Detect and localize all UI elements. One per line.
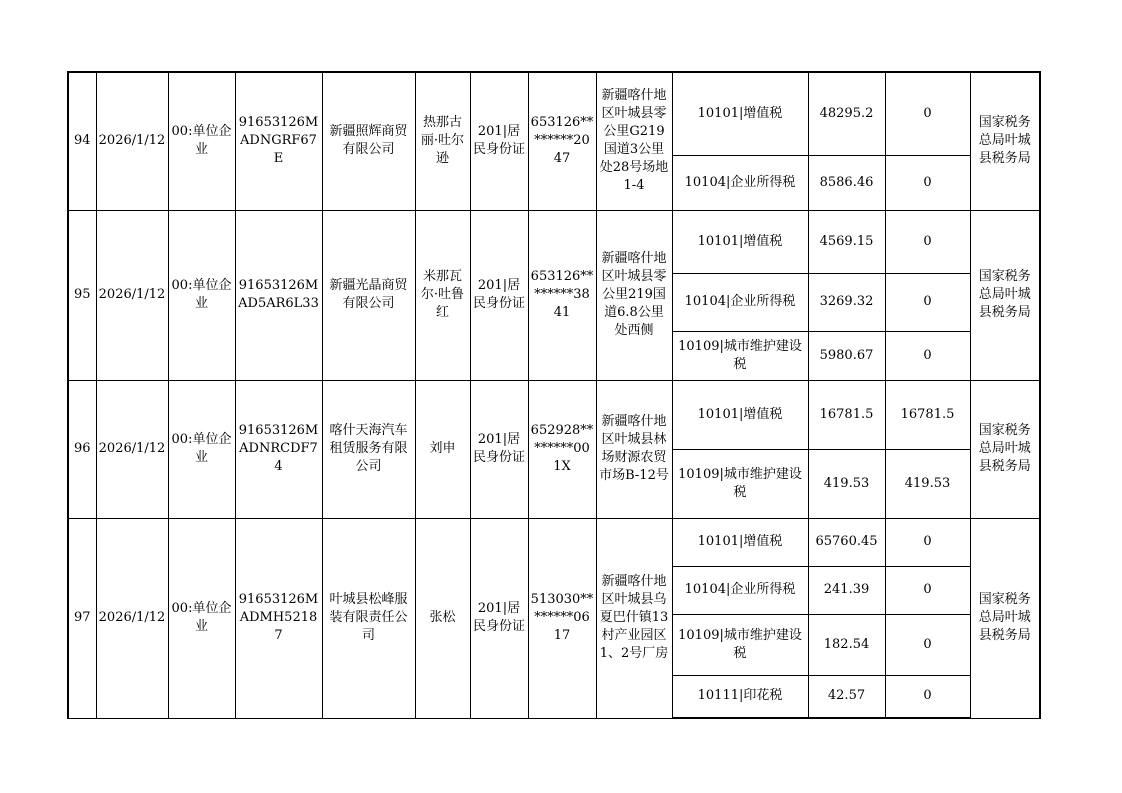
tax-authority-cell: 国家税务总局叶城县税务局 — [970, 380, 1040, 518]
tax-item-cell: 10109|城市维护建设税 — [672, 331, 808, 380]
company-name-cell: 喀什天海汽车租赁服务有限公司 — [322, 380, 415, 518]
credit-code-cell: 91653126MADMH52187 — [235, 518, 322, 718]
tax-paid-cell: 16781.5 — [885, 380, 970, 449]
id-type-cell: 201|居民身份证 — [470, 380, 528, 518]
tax-item-cell: 10104|企业所得税 — [672, 566, 808, 614]
tax-amount-cell: 5980.67 — [808, 331, 885, 380]
table-row — [68, 518, 1040, 566]
unit-type-cell: 00:单位企业 — [168, 380, 235, 518]
tax-amount-cell: 16781.5 — [808, 380, 885, 449]
id-type-cell: 201|居民身份证 — [470, 72, 528, 210]
tax-paid-cell: 0 — [885, 614, 970, 675]
tax-item-cell: 10111|印花税 — [672, 675, 808, 718]
credit-code-cell: 91653126MADNRCDF74 — [235, 380, 322, 518]
record-index: 97 — [68, 518, 96, 718]
tax-item-cell: 10101|增值税 — [672, 72, 808, 155]
tax-paid-cell: 0 — [885, 331, 970, 380]
legal-person-cell: 张松 — [415, 518, 470, 718]
tax-paid-cell: 419.53 — [885, 449, 970, 518]
tax-amount-cell: 42.57 — [808, 675, 885, 718]
tax-paid-cell: 0 — [885, 675, 970, 718]
record-index: 95 — [68, 210, 96, 380]
legal-person-cell: 热那古丽·吐尔逊 — [415, 72, 470, 210]
tax-amount-cell: 419.53 — [808, 449, 885, 518]
id-number-cell: 652928********001X — [528, 380, 596, 518]
tax-item-cell: 10104|企业所得税 — [672, 273, 808, 331]
id-number-cell: 653126********3841 — [528, 210, 596, 380]
tax-paid-cell: 0 — [885, 210, 970, 273]
tax-paid-cell: 0 — [885, 566, 970, 614]
tax-item-cell: 10101|增值税 — [672, 210, 808, 273]
date-cell: 2026/1/12 — [96, 518, 168, 718]
credit-code-cell: 91653126MAD5AR6L33 — [235, 210, 322, 380]
company-name-cell: 新疆照辉商贸有限公司 — [322, 72, 415, 210]
company-name-cell: 叶城县松峰服装有限责任公司 — [322, 518, 415, 718]
record-index: 94 — [68, 72, 96, 210]
unit-type-cell: 00:单位企业 — [168, 210, 235, 380]
address-cell: 新疆喀什地区叶城县零公里G219国道3公里处28号场地1-4 — [596, 72, 672, 210]
table-row — [68, 72, 1040, 155]
tax-amount-cell: 241.39 — [808, 566, 885, 614]
tax-item-cell: 10109|城市维护建设税 — [672, 449, 808, 518]
tax-item-cell: 10101|增值税 — [672, 518, 808, 566]
date-cell: 2026/1/12 — [96, 380, 168, 518]
tax-authority-cell: 国家税务总局叶城县税务局 — [970, 210, 1040, 380]
date-cell: 2026/1/12 — [96, 210, 168, 380]
id-number-cell: 653126********2047 — [528, 72, 596, 210]
tax-authority-cell: 国家税务总局叶城县税务局 — [970, 518, 1040, 718]
tax-item-cell: 10101|增值税 — [672, 380, 808, 449]
table-row — [68, 380, 1040, 449]
legal-person-cell: 刘申 — [415, 380, 470, 518]
record-index: 96 — [68, 380, 96, 518]
unit-type-cell: 00:单位企业 — [168, 518, 235, 718]
tax-item-cell: 10109|城市维护建设税 — [672, 614, 808, 675]
tax-paid-cell: 0 — [885, 518, 970, 566]
tax-amount-cell: 182.54 — [808, 614, 885, 675]
tax-authority-cell: 国家税务总局叶城县税务局 — [970, 72, 1040, 210]
date-cell: 2026/1/12 — [96, 72, 168, 210]
id-number-cell: 513030********0617 — [528, 518, 596, 718]
tax-arrears-table — [67, 71, 1041, 719]
credit-code-cell: 91653126MADNGRF67E — [235, 72, 322, 210]
address-cell: 新疆喀什地区叶城县林场财源农贸市场B-12号 — [596, 380, 672, 518]
tax-amount-cell: 4569.15 — [808, 210, 885, 273]
tax-paid-cell: 0 — [885, 273, 970, 331]
tax-item-cell: 10104|企业所得税 — [672, 155, 808, 210]
tax-amount-cell: 8586.46 — [808, 155, 885, 210]
tax-amount-cell: 3269.32 — [808, 273, 885, 331]
tax-amount-cell: 65760.45 — [808, 518, 885, 566]
legal-person-cell: 米那瓦尔·吐鲁红 — [415, 210, 470, 380]
address-cell: 新疆喀什地区叶城县零公里219国道6.8公里处西侧 — [596, 210, 672, 380]
id-type-cell: 201|居民身份证 — [470, 210, 528, 380]
id-type-cell: 201|居民身份证 — [470, 518, 528, 718]
unit-type-cell: 00:单位企业 — [168, 72, 235, 210]
tax-paid-cell: 0 — [885, 155, 970, 210]
table-row — [68, 210, 1040, 273]
company-name-cell: 新疆光晶商贸有限公司 — [322, 210, 415, 380]
tax-paid-cell: 0 — [885, 72, 970, 155]
tax-amount-cell: 48295.2 — [808, 72, 885, 155]
address-cell: 新疆喀什地区叶城县乌夏巴什镇13村产业园区1、2号厂房 — [596, 518, 672, 718]
